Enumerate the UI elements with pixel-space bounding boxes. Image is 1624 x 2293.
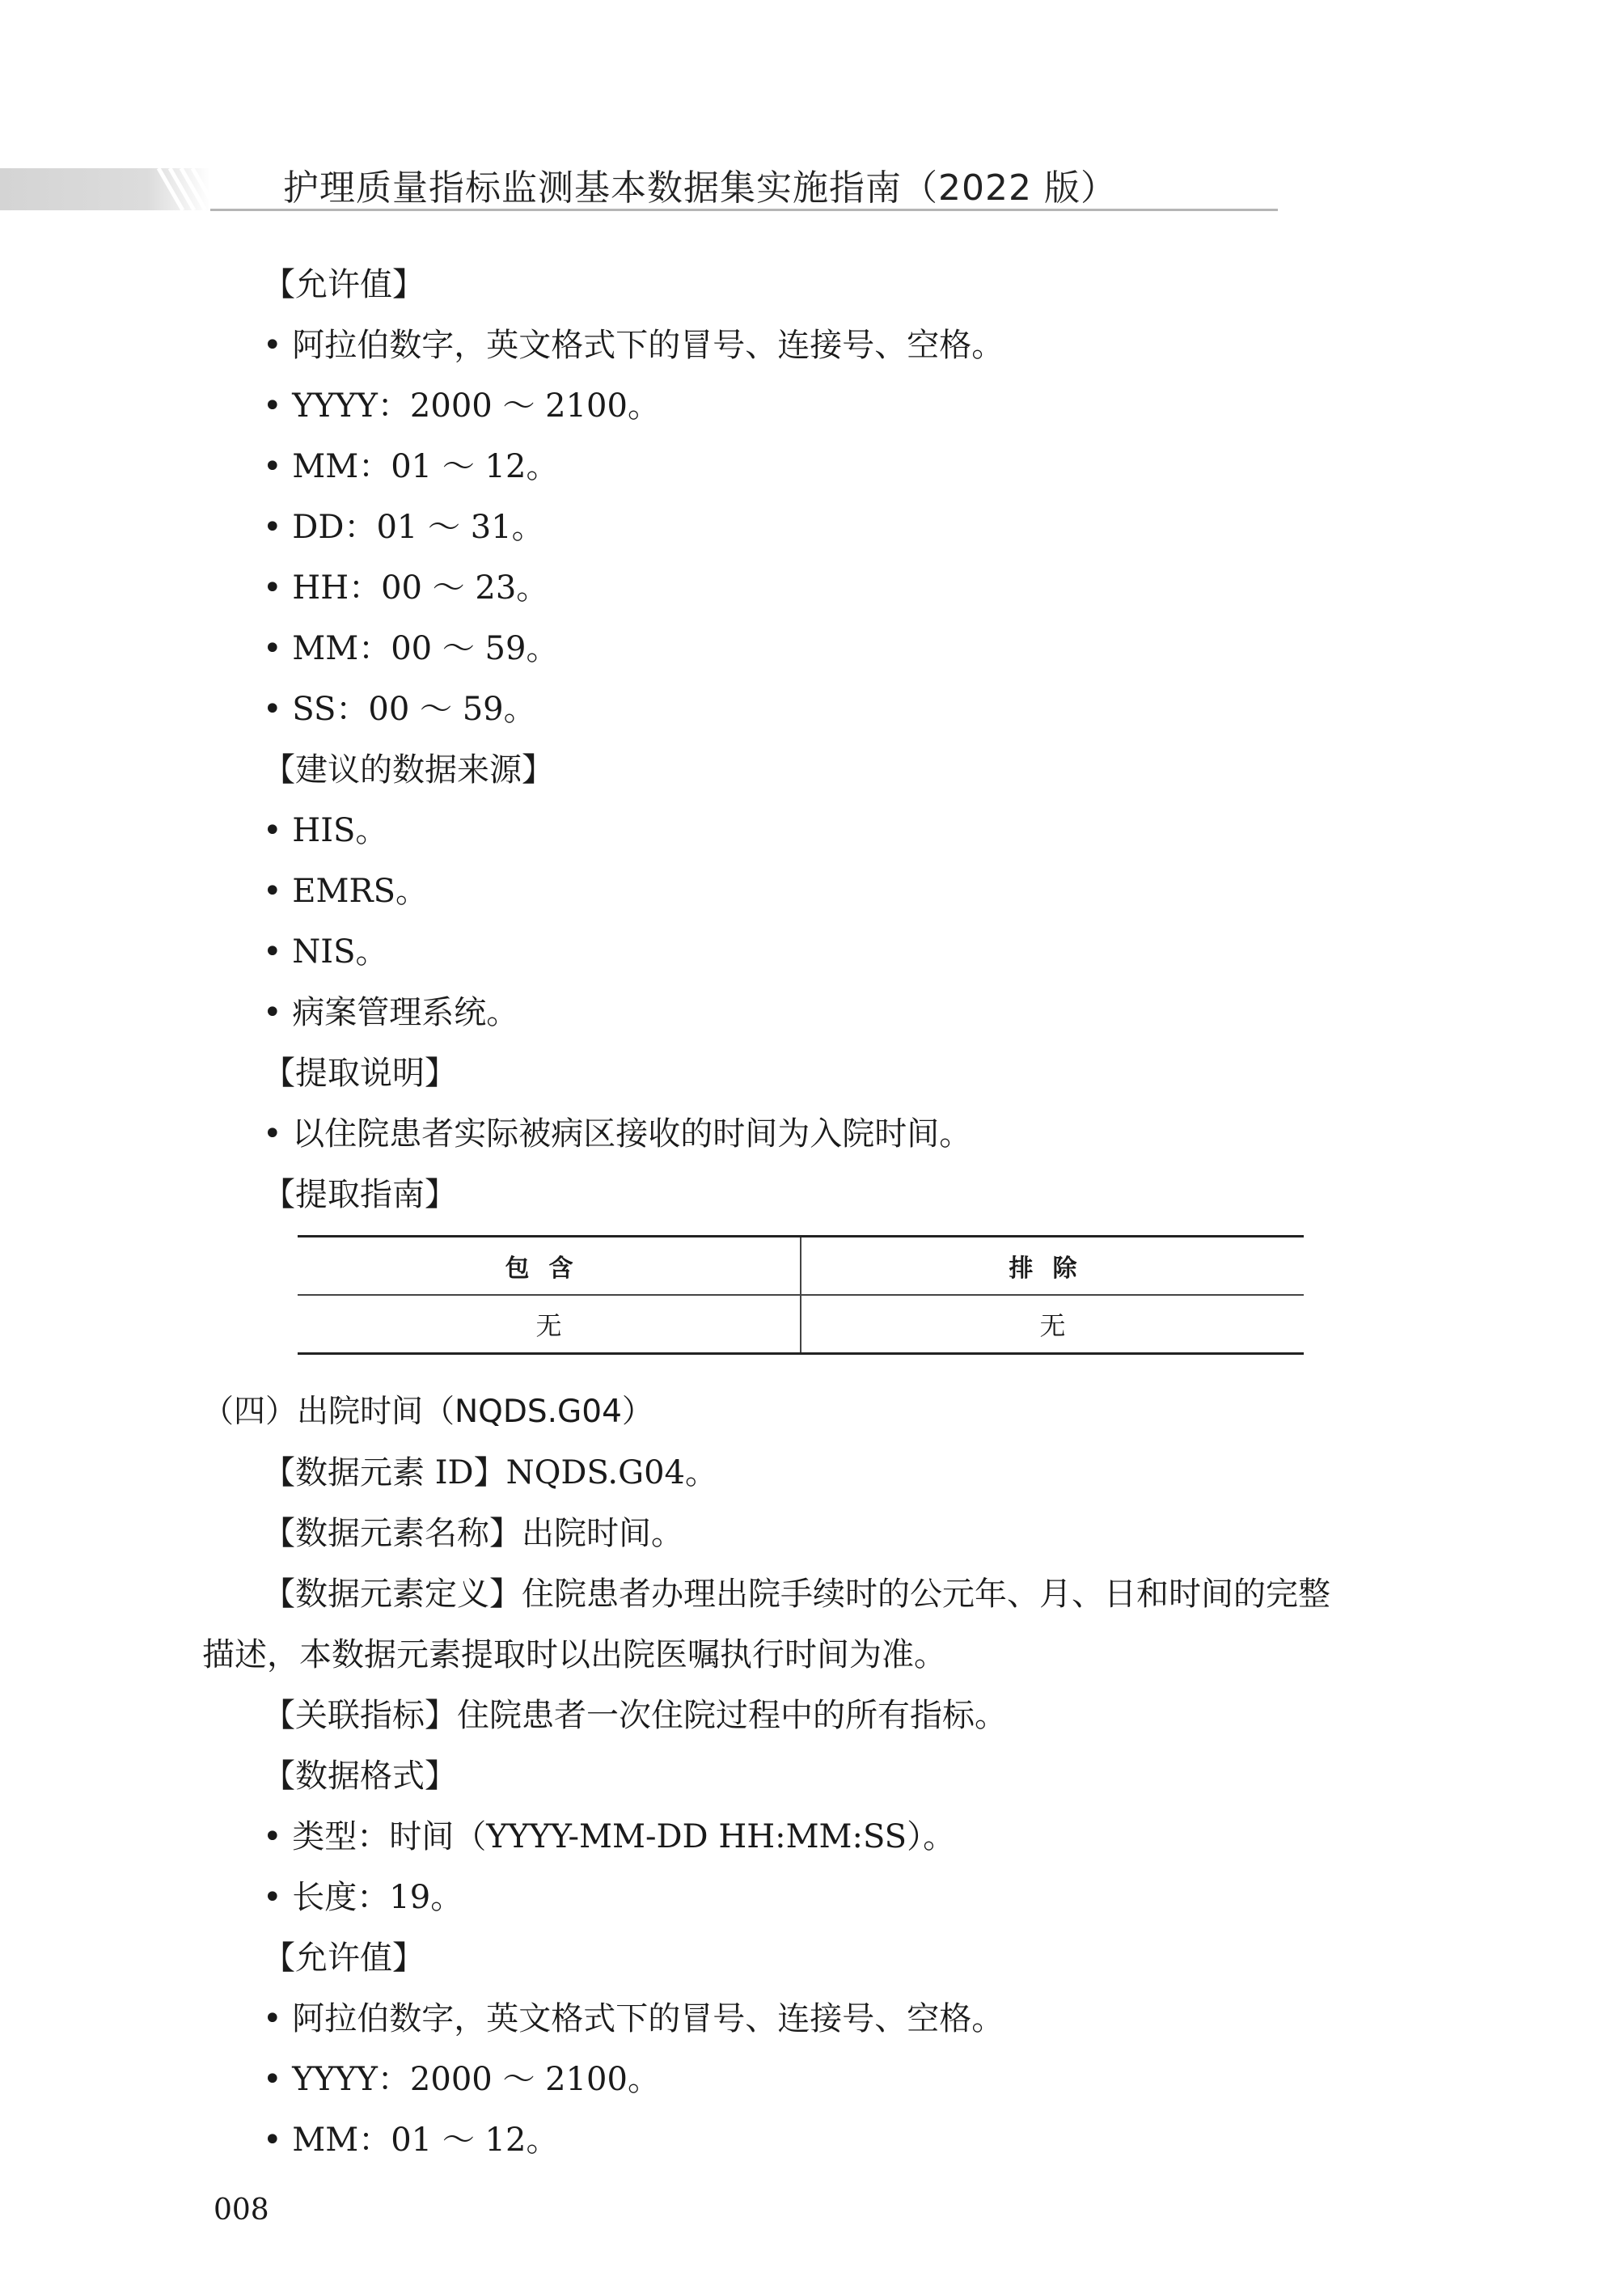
label-data-format: 【数据格式】 xyxy=(263,1758,457,1795)
data-element-id: 【数据元素 ID】NQDS.G04。 xyxy=(263,1454,717,1491)
bullet-month-range-2: • MM：01 ～ 12。 xyxy=(263,2122,559,2159)
label-allowed-values-2: 【允许值】 xyxy=(263,1940,425,1977)
bullet-minute-range: • MM：00 ～ 59。 xyxy=(263,630,559,667)
data-element-definition-cont: 描述，本数据元素提取时以出院医嘱执行时间为准。 xyxy=(202,1636,946,1673)
bullet-yyyy-range-2: • YYYY：2000 ～ 2100。 xyxy=(263,2061,660,2098)
bullet-source-emrs: • EMRS。 xyxy=(263,873,428,910)
label-extraction-guide: 【提取指南】 xyxy=(263,1176,457,1213)
bullet-allowed-chars: • 阿拉伯数字，英文格式下的冒号、连接号、空格。 xyxy=(263,327,1004,364)
bullet-hour-range: • HH：00 ～ 23。 xyxy=(263,569,549,607)
bullet-format-length: • 长度：19。 xyxy=(263,1879,463,1916)
label-extraction-note: 【提取说明】 xyxy=(263,1055,457,1092)
cell-include: 无 xyxy=(298,1295,801,1354)
bullet-yyyy-range: • YYYY：2000 ～ 2100。 xyxy=(263,387,660,425)
header-include: 包含 xyxy=(298,1237,801,1296)
data-element-name: 【数据元素名称】出院时间。 xyxy=(263,1515,683,1552)
bullet-format-type: • 类型：时间（YYYY-MM-DD HH:MM:SS）。 xyxy=(263,1818,956,1855)
bullet-day-range: • DD：01 ～ 31。 xyxy=(263,509,544,546)
bullet-extraction-note: • 以住院患者实际被病区接收的时间为入院时间。 xyxy=(263,1115,972,1153)
bullet-source-his: • HIS。 xyxy=(263,812,388,849)
data-element-definition: 【数据元素定义】住院患者办理出院手续时的公元年、月、日和时间的完整 xyxy=(263,1576,1330,1613)
related-indicators: 【关联指标】住院患者一次住院过程中的所有指标。 xyxy=(263,1697,1007,1734)
extraction-guide-table xyxy=(298,1235,1304,1355)
bullet-source-nis: • NIS。 xyxy=(263,933,388,971)
section-heading: （四）出院时间（NQDS.G04） xyxy=(202,1394,653,1430)
bullet-second-range: • SS：00 ～ 59。 xyxy=(263,691,536,728)
bullet-month-range: • MM：01 ～ 12。 xyxy=(263,448,559,485)
running-header-title: 护理质量指标监测基本数据集实施指南（2022 版） xyxy=(283,167,1117,209)
page-number: 008 xyxy=(214,2194,269,2227)
header-exclude: 排除 xyxy=(801,1237,1304,1296)
cell-exclude: 无 xyxy=(801,1295,1304,1354)
table-row xyxy=(298,1295,1304,1354)
label-data-source: 【建议的数据来源】 xyxy=(263,751,554,789)
header-rule xyxy=(210,209,1278,211)
table-header-row xyxy=(298,1237,1304,1296)
bullet-source-records: • 病案管理系统。 xyxy=(263,994,519,1031)
label-allowed-values: 【允许值】 xyxy=(263,266,425,303)
bullet-allowed-chars-2: • 阿拉伯数字，英文格式下的冒号、连接号、空格。 xyxy=(263,2000,1004,2037)
header-stripes-decoration xyxy=(150,168,223,210)
